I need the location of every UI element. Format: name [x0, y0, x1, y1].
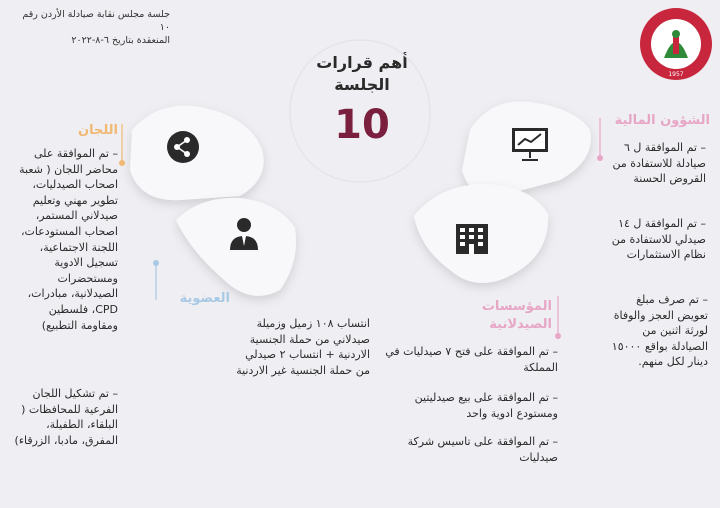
institutions-item-1: – تم الموافقة على فتح ٧ صيدليات في المملكة: [385, 345, 558, 374]
dot-institutions: [555, 333, 561, 339]
institutions-title: المؤسسات الصيدلانية: [481, 299, 552, 332]
title-line2: الجلسة: [334, 75, 390, 94]
institutions-item-2: – تم الموافقة على بيع صيدليتين ومستودع ادوية واحد: [414, 391, 558, 420]
membership-title: العضوية: [179, 291, 230, 306]
header-line1: جلسة مجلس نقابة صيادلة الأردن رقم ١٠: [22, 9, 170, 33]
dot-committees: [119, 160, 125, 166]
finance-item-2: – تم الموافقة ل ١٤ صيدلي للاستفادة من نظام الاستثمارات: [611, 217, 706, 262]
svg-text:1957: 1957: [668, 71, 684, 78]
decisions-count: 10: [334, 102, 390, 148]
dot-membership: [153, 260, 159, 266]
finance-item-1: – تم الموافقة ل ٦ صيادلة للاستفادة من القروض الحسنة: [612, 141, 706, 186]
committees-title: اللجان: [78, 123, 118, 138]
membership-text: انتساب ١٠٨ زميل وزميلة صيدلاني من حملة الجنسية الاردنية + انتساب ٢ صيدلي من حملة الجنسية غير الاردنية: [236, 317, 370, 377]
committees-item-2: – تم تشكيل اللجان الفرعية للمحافظات ( البلقاء، الطفيلة، المفرق، مادبا، الزرقاء): [14, 387, 118, 447]
dot-finance: [597, 155, 603, 161]
title-line1: أهم قرارات: [316, 53, 408, 72]
finance-item-3: – تم صرف مبلغ تعويض العجز والوفاة لورثة اثنين من الصيادلة بواقع ١٥٠٠٠ دينار لكل منهم.: [611, 293, 708, 369]
header-line2: المنعقدة بتاريخ ٦-٨-٢٠٢٢: [71, 35, 170, 46]
finance-title: الشؤون المالية: [614, 113, 710, 128]
committees-item-1: – تم الموافقة على محاضر اللجان ( شعبة اصحاب الصيدليات، تطوير مهني وتعليم صيدلاني المستمر، اصحاب المستودعات، اللجنة الاجتماعية، تسجيل الادوية ومستحضرات الصيدلانية، مبادرات، CPD، فلسطين ومقاومة التطبيع): [19, 147, 118, 332]
institutions-item-3: – تم الموافقة على تاسيس شركة صيدليات: [407, 435, 558, 464]
